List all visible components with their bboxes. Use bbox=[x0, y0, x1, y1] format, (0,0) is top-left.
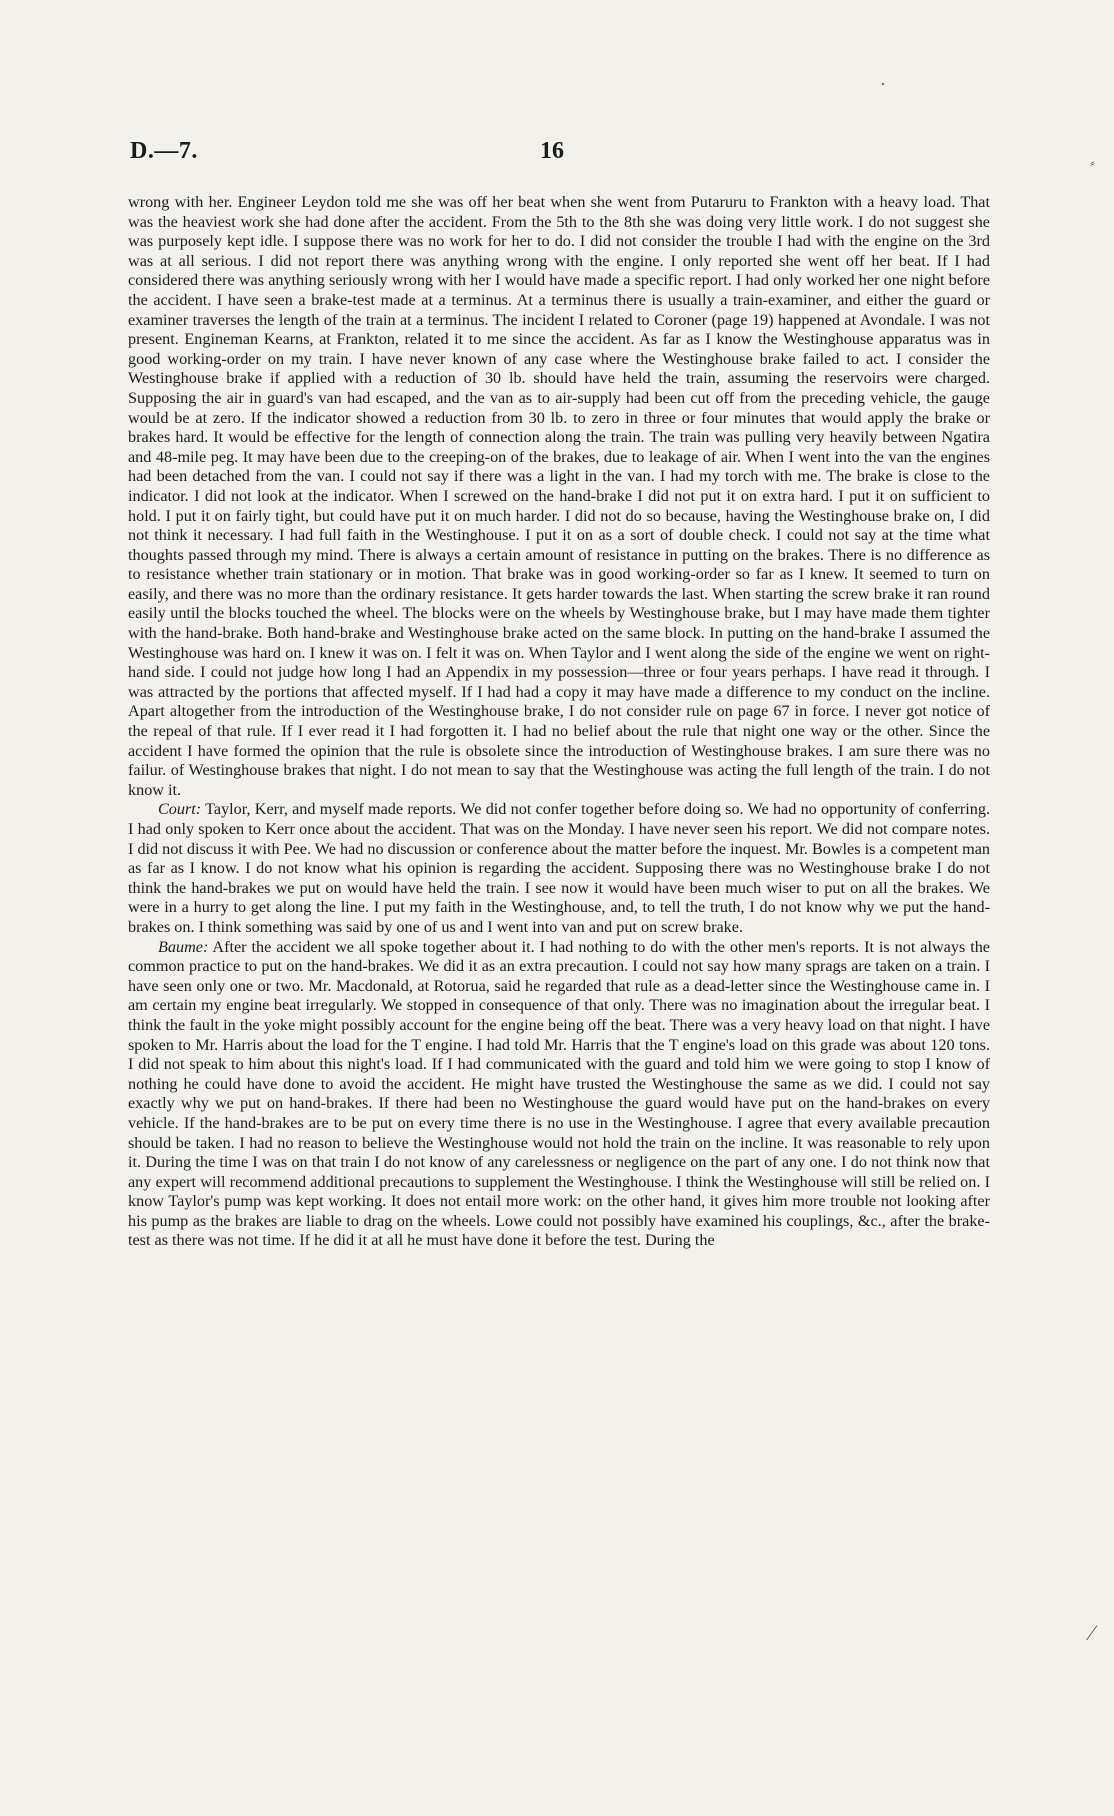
page-number: 16 bbox=[540, 138, 564, 164]
paragraph bbox=[128, 800, 990, 937]
paragraph-text: wrong with her. Engineer Leydon told me she was off her beat when she went from Putaruru to Frankton with a heavy load. That was the heaviest work she had done after the accident. From the 5th to the 8th she was doing very little work. I do not suggest she was purposely kept idle. I suppose there was no work for her to do. I did not consider the trouble I had with the engine on the 3rd was at all serious. I did not report there was anything wrong with the engine. I only reported she went off her beat. If I had considered there was anything seriously wrong with her I would have made a specific report. I had only worked her one night before the accident. I have seen a brake-test made at a terminus. At a terminus there is usually a train-examiner, and either the guard or examiner traverses the length of the train at a terminus. The incident I related to Coroner (page 19) happened at Avondale. I was not present. Engineman Kearns, at Frankton, related it to me since the accident. As far as I know the Westinghouse apparatus was in good working-order on my train. I have never known of any case where the Westinghouse brake failed to act. I consider the Westinghouse brake if applied with a reduction of 30 lb. should have held the train, assuming the reservoirs were charged. Supposing the air in guard's van had escaped, and the van as to air-supply had been cut off from the preceding vehicle, the gauge would be at zero. If the indicator showed a reduction from 30 lb. to zero in three or four minutes that would apply the brake or brakes hard. It would be effective for the length of connection along the train. The train was pulling very heavily between Ngatira and 48-mile peg. It may have been due to the creeping-on of the brakes, due to leakage of air. When I went into the van the engines had been detached from the van. I could not say if there was a light in the van. I had my torch with me. The brake is close to the indicator. I did not look at the indicator. When I screwed on the hand-brake I did not put it on extra hard. I put it on sufficient to hold. I put it on fairly tight, but could have put it on much harder. I did not do so because, having the Westinghouse brake on, I did not think it necessary. I had full faith in the Westinghouse. I put it on as a sort of double check. I could not say at the time what thoughts passed through my mind. There is always a certain amount of resistance in putting on the brakes. There is no difference as to resistance whether train stationary or in motion. That brake was in good working-order so far as I knew. It seemed to turn on easily, and there was no more than the ordinary resistance. It gets harder towards the last. When starting the screw brake it ran round easily until the blocks touched the wheel. The blocks were on the wheels by Westinghouse brake, but I may have made them tighter with the hand-brake. Both hand-brake and Westinghouse brake acted on the same block. In putting on the hand-brake I assumed the Westinghouse was hard on. I knew it was on. I felt it was on. When Taylor and I went along the side of the engine we went on right-hand side. I could not judge how long I had an Appendix in my possession—three or four years perhaps. I have read it through. I was attracted by the portions that affected myself. If I had had a copy it may have made a difference to my conduct on the incline. Apart altogether from the introduction of the Westinghouse brake, I do not consider rule on page 67 in force. I never got notice of the repeal of that rule. If I ever read it I had forgotten it. I had no belief about the rule that night one way or the other. Since the accident I have formed the opinion that the rule is obsolete since the introduction of Westinghouse brakes. I am sure there was no failur. of Westinghouse brakes that night. I do not mean to say that the Westinghouse was acting the full length of the train. I do not know it. bbox=[128, 193, 990, 799]
margin-mark: ⁄ bbox=[1090, 1620, 1094, 1645]
paragraph bbox=[128, 938, 990, 1252]
paragraph-text: Taylor, Kerr, and myself made reports. We did not confer together before doing so. We had no opportunity of conferring. I had only spoken to Kerr once about the accident. That was on the Monday. I have never seen his report. We did not compare notes. I did not discuss it with Pee. We had no discussion or conference about the matter before the inquest. Mr. Bowles is a competent man as far as I know. I do not know what his opinion is regarding the accident. Supposing there was no Westinghouse brake I do not think the hand-brakes we put on would have held the train. I see now it would have been much wiser to put on all the brakes. We were in a hurry to get along the line. I put my faith in the Westinghouse, and, to tell the truth, I do not know why we put the hand-brakes on. I think something was said by one of us and I went into van and put on screw brake. bbox=[128, 800, 990, 936]
margin-mark: · bbox=[880, 74, 886, 94]
speaker-label: Baume: bbox=[158, 937, 209, 956]
speaker-label: Court: bbox=[158, 800, 202, 819]
paragraph bbox=[128, 193, 990, 800]
page-header bbox=[130, 138, 990, 178]
margin-mark: ⸗ bbox=[1090, 156, 1095, 171]
paragraph-text: After the accident we all spoke together about it. I had nothing to do with the other men's reports. It is not always the common practice to put on the hand-brakes. We did it as an extra precaution. I could not say how many sprags are taken on a train. I have seen only one or two. Mr. Macdonald, at Rotorua, said he regarded that rule as a dead-letter since the Westinghouse came in. I am certain my engine beat irregularly. We stopped in consequence of that only. There was no imagination about the irregular beat. I think the fault in the yoke might possibly account for the engine being off the beat. There was a very heavy load on that night. I have spoken to Mr. Harris about the load for the T engine. I had told Mr. Harris that the T engine's load on this grade was about 120 tons. I did not speak to him about this night's load. If I had communicated with the guard and told him we were going to stop I know of nothing he could have done to avoid the accident. He might have trusted the Westinghouse the same as we did. I could not say exactly why we put on hand-brakes. If there had been no Westinghouse the guard would have put on the hand-brakes on every vehicle. If the hand-brakes are to be put on every time there is no use in the Westinghouse. I agree that every available precaution should be taken. I had no reason to believe the Westinghouse would not hold the train on the incline. It was reasonable to rely upon it. During the time I was on that train I do not know of any carelessness or negligence on the part of any one. I do not think now that any expert will recommend additional precautions to supplement the Westinghouse. I think the Westinghouse will still be relied on. I know Taylor's pump was kept working. It does not entail more work: on the other hand, it gives him more trouble not looking after his pump as the brakes are liable to drag on the wheels. Lowe could not possibly have examined his couplings, &c., after the brake-test as there was not time. If he did it at all he must have done it before the test. During the bbox=[128, 937, 990, 1250]
document-body bbox=[128, 193, 990, 1251]
document-reference: D.—7. bbox=[130, 138, 198, 164]
